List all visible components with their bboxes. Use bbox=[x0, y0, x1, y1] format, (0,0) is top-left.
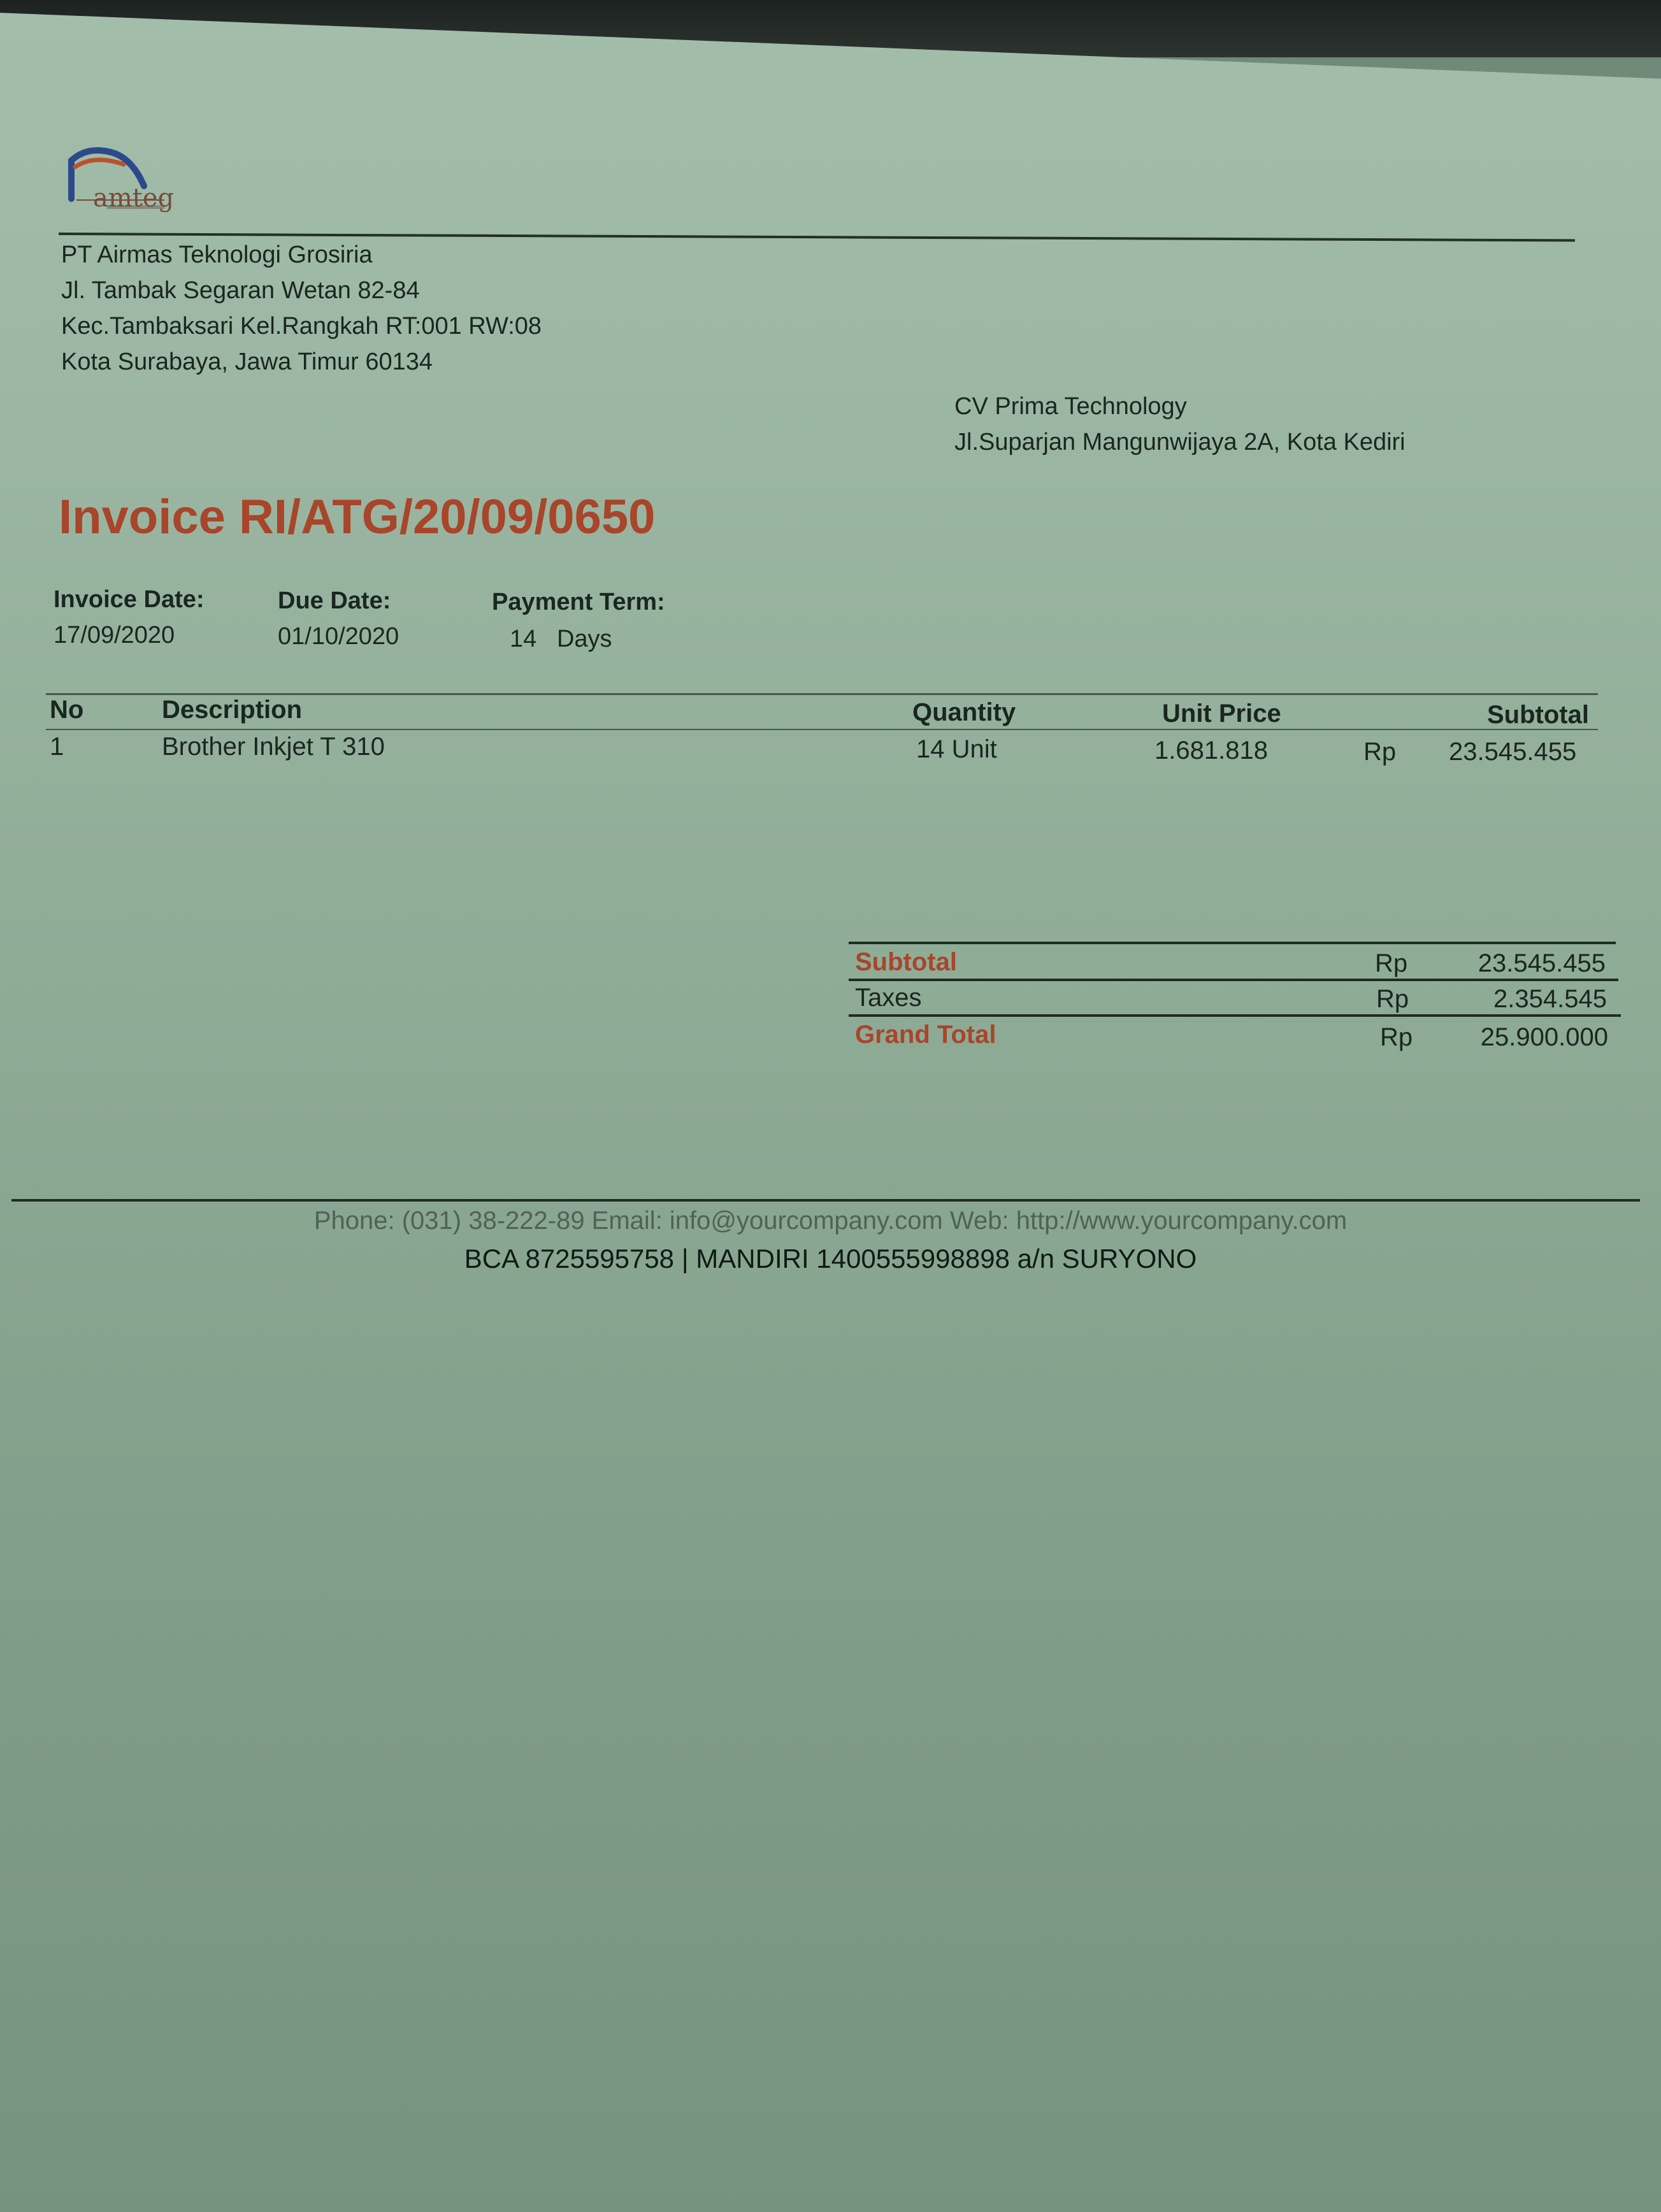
row-unit-price: 1.681.818 bbox=[1154, 736, 1268, 765]
row-subtotal: 23.545.455 bbox=[1449, 738, 1577, 766]
company-address-line: Kec.Tambaksari Kel.Rangkah RT:001 RW:08 bbox=[61, 313, 542, 340]
totals-grand-total-value: 25.900.000 bbox=[1480, 1023, 1608, 1051]
totals-taxes-value: 2.354.545 bbox=[1493, 985, 1607, 1013]
payment-term-value: 14 Days bbox=[510, 626, 612, 652]
totals-top-rule bbox=[849, 942, 1616, 944]
table-header-top-rule bbox=[46, 693, 1598, 695]
client-name: CV Prima Technology bbox=[954, 393, 1187, 420]
invoice-title: Invoice RI/ATG/20/09/0650 bbox=[59, 490, 656, 544]
company-name: PT Airmas Teknologi Grosiria bbox=[61, 241, 373, 268]
due-date-value: 01/10/2020 bbox=[278, 623, 399, 650]
totals-middle-rule bbox=[849, 979, 1618, 981]
client-address: Jl.Suparjan Mangunwijaya 2A, Kota Kediri bbox=[954, 429, 1406, 456]
footer-contact-info: Phone: (031) 38-222-89 Email: info@yourcompany.com Web: http://www.yourcompany.com bbox=[313, 1207, 1348, 1235]
column-header-no: No bbox=[50, 696, 84, 724]
column-header-description: Description bbox=[162, 696, 303, 724]
company-address-line: Jl. Tambak Segaran Wetan 82-84 bbox=[61, 277, 420, 304]
totals-taxes-currency: Rp bbox=[1376, 985, 1409, 1013]
totals-subtotal-value: 23.545.455 bbox=[1478, 949, 1606, 977]
row-quantity: 14 Unit bbox=[916, 735, 997, 763]
client-address-block bbox=[954, 389, 1406, 460]
row-no: 1 bbox=[50, 733, 64, 761]
invoice-date-value: 17/09/2020 bbox=[54, 622, 175, 649]
totals-bottom-rule bbox=[849, 1014, 1621, 1017]
invoice-date-label: Invoice Date: bbox=[54, 586, 205, 613]
row-currency: Rp bbox=[1363, 738, 1397, 766]
company-logo bbox=[62, 141, 177, 218]
due-date-label: Due Date: bbox=[278, 587, 391, 614]
column-header-unit-price: Unit Price bbox=[1162, 700, 1281, 728]
company-address-block bbox=[61, 237, 542, 380]
totals-grand-total-label: Grand Total bbox=[855, 1021, 996, 1049]
footer-divider bbox=[11, 1199, 1640, 1202]
totals-grand-total-currency: Rp bbox=[1380, 1023, 1413, 1051]
totals-taxes-label: Taxes bbox=[855, 984, 922, 1012]
totals-subtotal-label: Subtotal bbox=[855, 948, 957, 976]
footer-bank-info: BCA 8725595758 | MANDIRI 1400555998898 a/n SURYONO bbox=[464, 1244, 1197, 1274]
payment-term-label: Payment Term: bbox=[492, 589, 665, 615]
column-header-subtotal: Subtotal bbox=[1487, 701, 1589, 729]
column-header-quantity: Quantity bbox=[912, 698, 1016, 726]
logo-wordmark: amteg bbox=[93, 183, 175, 213]
table-header-bottom-rule bbox=[46, 729, 1598, 730]
totals-subtotal-currency: Rp bbox=[1375, 949, 1408, 977]
company-address-line: Kota Surabaya, Jawa Timur 60134 bbox=[61, 348, 433, 375]
row-description: Brother Inkjet T 310 bbox=[162, 733, 385, 761]
